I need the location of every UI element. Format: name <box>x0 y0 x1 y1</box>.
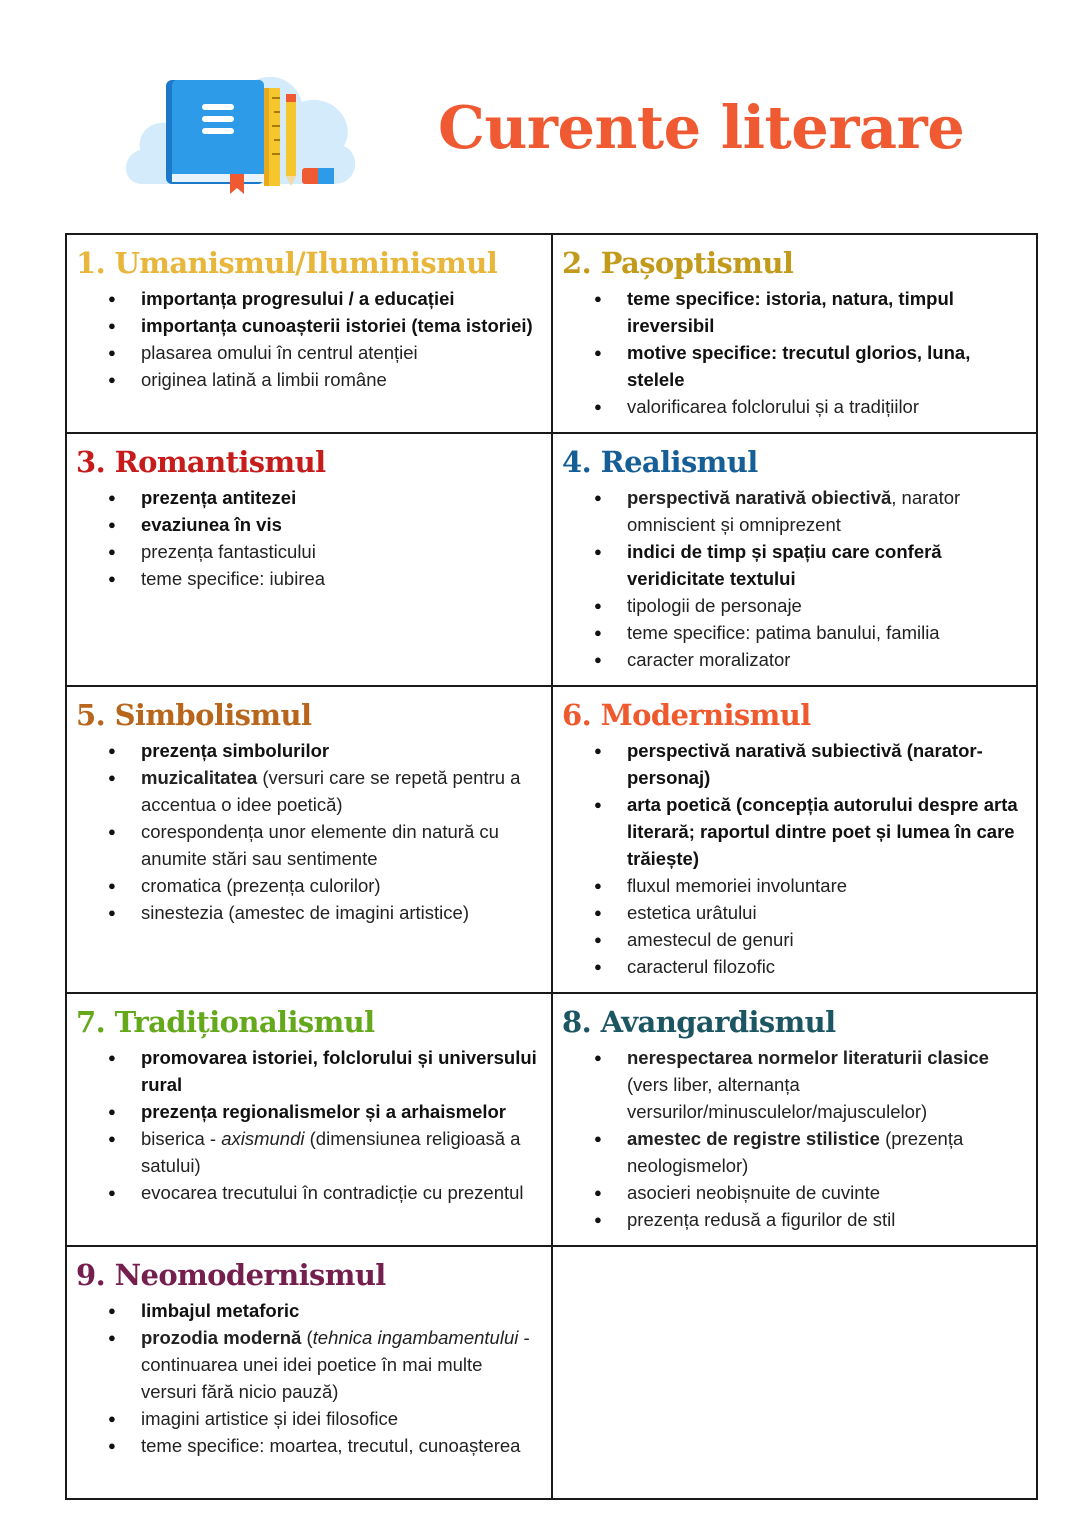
list-item <box>627 484 1028 538</box>
list-item: ● evaziunea în vis <box>141 511 543 538</box>
page-title: Curente literare <box>438 93 965 162</box>
feature-list <box>76 737 543 926</box>
movement-heading: 1. Umanismul/Iluminismul <box>76 246 498 280</box>
bold-text: perspectivă narativă obiectivă <box>627 487 892 508</box>
movement-heading: 6. Modernismul <box>562 698 811 732</box>
list-item: ● prezența regionalismelor și a arhaismelor <box>141 1098 543 1125</box>
list-item: ● imagini artistice și idei filosofice <box>141 1405 543 1432</box>
plain-text: biserica - <box>141 1128 222 1149</box>
feature-list <box>562 737 1028 980</box>
empty-cell <box>553 1247 1036 1498</box>
list-item: ● cromatica (prezența culorilor) <box>141 872 543 899</box>
movement-heading: 9. Neomodernismul <box>76 1258 386 1292</box>
plain-text: (prezența neologismelor) <box>627 1128 964 1176</box>
feature-list <box>76 285 543 393</box>
list-item: ● asocieri neobișnuite de cuvinte <box>627 1179 1028 1206</box>
list-item: ● teme specifice: patima banului, familia <box>627 619 1028 646</box>
list-item: ● motive specifice: trecutul glorios, luna, stelele <box>627 339 1028 393</box>
feature-list <box>76 1297 543 1459</box>
movement-cell-umanism <box>67 235 553 434</box>
list-item: ● limbajul metaforic <box>141 1297 543 1324</box>
bold-text: nerespectarea normelor literaturii clasice <box>627 1047 989 1068</box>
list-item <box>627 1125 1028 1179</box>
plain-text: , narator omniscient și omniprezent <box>627 487 961 535</box>
movement-cell-romantism <box>67 434 553 687</box>
literary-movements-table <box>65 233 1038 1500</box>
movement-heading: 4. Realismul <box>562 445 758 479</box>
movement-cell-traditionalism <box>67 994 553 1247</box>
movement-cell-realism <box>553 434 1036 687</box>
feature-list <box>76 484 543 592</box>
list-item: ● teme specifice: iubirea <box>141 565 543 592</box>
list-item: ● corespondența unor elemente din natură cu anumite stări sau sentimente <box>141 818 543 872</box>
plain-text: (versuri care se repetă pentru a accentua o idee poetică) <box>141 767 521 815</box>
list-item: ● teme specifice: istoria, natura, timpul ireversibil <box>627 285 1028 339</box>
list-item: ● fluxul memoriei involuntare <box>627 872 1028 899</box>
list-item: ● perspectivă narativă subiectivă (narator-personaj) <box>627 737 1028 791</box>
movement-heading: 2. Pașoptismul <box>562 246 794 280</box>
list-item: ● prezența fantasticului <box>141 538 543 565</box>
list-item: ● evocarea trecutului în contradicție cu prezentul <box>141 1179 543 1206</box>
movement-cell-pasoptism <box>553 235 1036 434</box>
feature-list <box>76 1044 543 1206</box>
list-item <box>627 1044 1028 1125</box>
movement-cell-modernism <box>553 687 1036 994</box>
plain-text: (vers liber, alternanța versurilor/minusculelor/majusculelor) <box>627 1074 928 1122</box>
list-item: ● plasarea omului în centrul atenției <box>141 339 543 366</box>
list-item: ● caracter moralizator <box>627 646 1028 673</box>
list-item: ● valorificarea folclorului și a tradițiilor <box>627 393 1028 420</box>
book-and-ruler-pencil-on-cloud-icon <box>122 62 358 194</box>
plain-text: - continuarea unei idei poetice în mai multe versuri fără nicio pauză) <box>141 1327 530 1402</box>
list-item <box>141 764 543 818</box>
feature-list <box>562 285 1028 420</box>
bold-text: muzicalitatea <box>141 767 258 788</box>
list-item: ● teme specifice: moartea, trecutul, cunoașterea <box>141 1432 543 1459</box>
list-item: ● indici de timp și spațiu care conferă veridicitate textului <box>627 538 1028 592</box>
list-item: ● prezența antitezei <box>141 484 543 511</box>
movement-heading: 7. Tradiționalismul <box>76 1005 375 1039</box>
italic-text: tehnica ingambamentului <box>312 1327 519 1348</box>
bold-text: prozodia modernă <box>141 1327 302 1348</box>
plain-text: ( <box>301 1327 313 1348</box>
movement-heading: 3. Romantismul <box>76 445 326 479</box>
plain-text: (dimensiunea religioasă a satului) <box>141 1128 521 1176</box>
movement-cell-avangardism <box>553 994 1036 1247</box>
list-item: ● sinestezia (amestec de imagini artistice) <box>141 899 543 926</box>
list-item: ● arta poetică (concepția autorului despre arta literară; raportul dintre poet și lumea în care trăiește) <box>627 791 1028 872</box>
feature-list <box>562 484 1028 673</box>
list-item: ● importanța cunoașterii istoriei (tema istoriei) <box>141 312 543 339</box>
bold-text: amestec de registre stilistice <box>627 1128 880 1149</box>
page-header <box>0 0 1080 233</box>
movement-cell-neomodernism <box>67 1247 553 1498</box>
movement-heading: 5. Simbolismul <box>76 698 312 732</box>
list-item: ● importanța progresului / a educației <box>141 285 543 312</box>
list-item: ● prezența redusă a figurilor de stil <box>627 1206 1028 1233</box>
italic-text: axismundi <box>221 1128 305 1149</box>
list-item: ● amestecul de genuri <box>627 926 1028 953</box>
list-item: ● estetica urâtului <box>627 899 1028 926</box>
list-item: ● originea latină a limbii române <box>141 366 543 393</box>
list-item: ● prezența simbolurilor <box>141 737 543 764</box>
list-item: ● caracterul filozofic <box>627 953 1028 980</box>
feature-list <box>562 1044 1028 1233</box>
movement-cell-simbolism <box>67 687 553 994</box>
list-item: ● promovarea istoriei, folclorului și universului rural <box>141 1044 543 1098</box>
movement-heading: 8. Avangardismul <box>562 1005 836 1039</box>
list-item: ● tipologii de personaje <box>627 592 1028 619</box>
list-item <box>141 1125 543 1179</box>
list-item <box>141 1324 543 1405</box>
